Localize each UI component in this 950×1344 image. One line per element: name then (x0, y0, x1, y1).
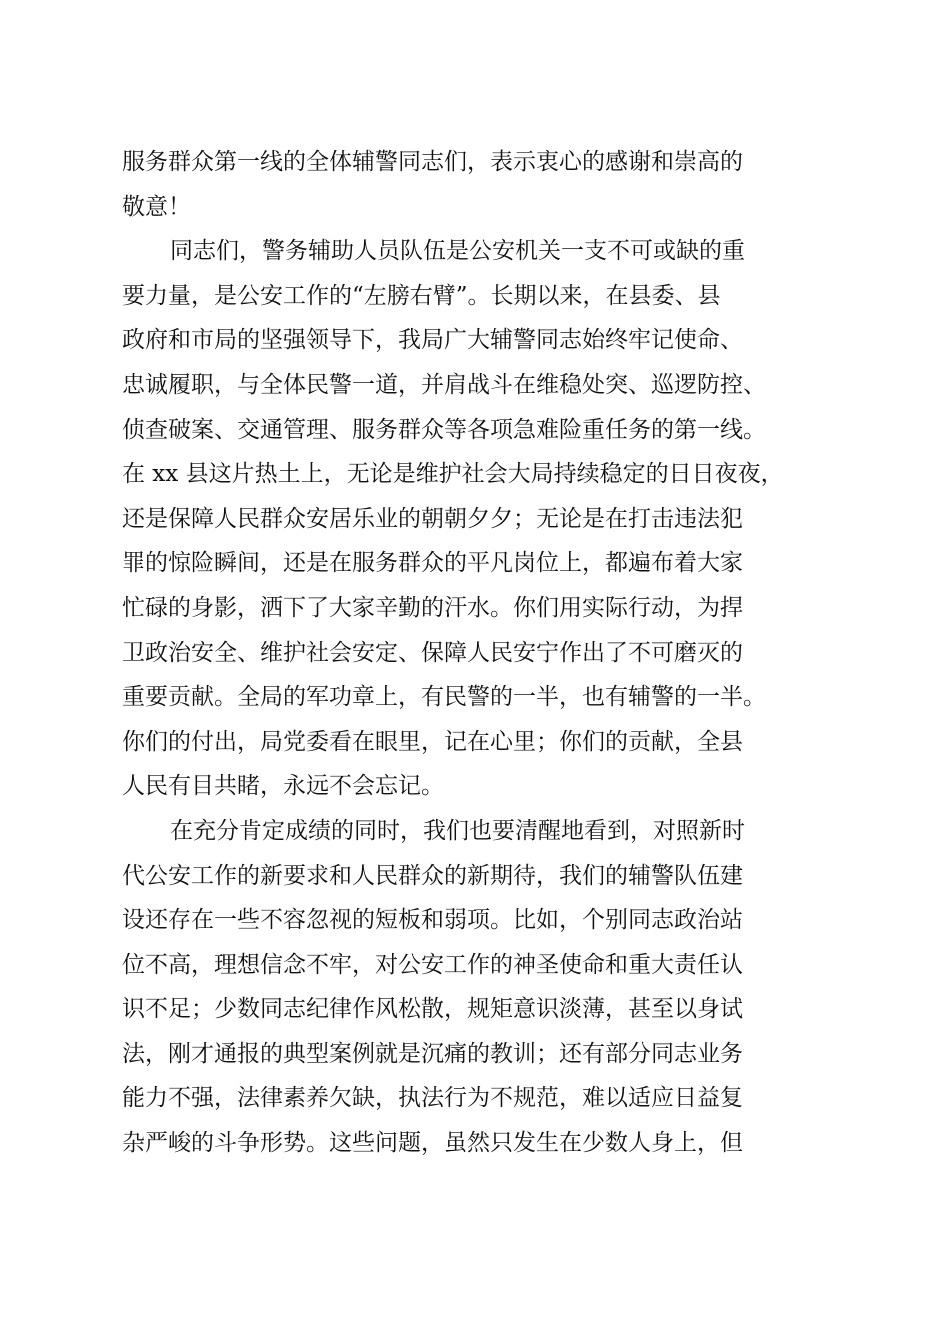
text-line: 人民有目共睹，永远不会忘记。 (122, 773, 444, 800)
text-line: 政府和市局的坚强领导下，我局广大辅警同志始终牢记使命、 (122, 327, 743, 354)
text-line: 设还存在一些不容忽视的短板和弱项。比如，个别同志政治站 (122, 907, 743, 934)
text-line: 卫政治安全、维护社会安定、保障人民安宁作出了不可磨灭的 (122, 639, 743, 666)
text-line: 同志们，警务辅助人员队伍是公安机关一支不可或缺的重 (170, 238, 745, 265)
text-line: 侦查破案、交通管理、服务群众等各项急难险重任务的第一线。 (122, 416, 766, 443)
paragraph-2 (122, 229, 842, 809)
document-body (122, 140, 842, 1166)
text-line: 识不足；少数同志纪律作风松散，规矩意识淡薄，甚至以身试 (122, 996, 743, 1023)
text-line: 位不高，理想信念不牢，对公安工作的神圣使命和重大责任认 (122, 951, 743, 978)
text-line: 敬意！ (122, 193, 191, 220)
text-line: 杂严峻的斗争形势。这些问题，虽然只发生在少数人身上，但 (122, 1130, 743, 1157)
text-line: 忠诚履职，与全体民警一道，并肩战斗在维稳处突、巡逻防控、 (122, 371, 766, 398)
text-line: 代公安工作的新要求和人民群众的新期待，我们的辅警队伍建 (122, 862, 743, 889)
text-line: 忙碌的身影，洒下了大家辛勤的汗水。你们用实际行动，为捍 (122, 594, 743, 621)
text-line: 在 xx 县这片热土上，无论是维护社会大局持续稳定的日日夜夜， (122, 461, 784, 488)
text-line: 在充分肯定成绩的同时，我们也要清醒地看到，对照新时 (170, 817, 745, 844)
text-line: 要力量，是公安工作的“左膀右臂”。长期以来，在县委、县 (122, 282, 721, 309)
text-line: 重要贡献。全局的军功章上，有民警的一半，也有辅警的一半。 (122, 684, 766, 711)
paragraph-3 (122, 809, 842, 1166)
text-line: 罪的惊险瞬间，还是在服务群众的平凡岗位上，都遍布着大家 (122, 550, 743, 577)
text-line: 你们的付出，局党委看在眼里，记在心里；你们的贡献，全县 (122, 728, 743, 755)
text-line: 还是保障人民群众安居乐业的朝朝夕夕；无论是在打击违法犯 (122, 505, 743, 532)
text-line: 能力不强，法律素养欠缺，执法行为不规范，难以适应日益复 (122, 1085, 743, 1112)
paragraph-1 (122, 140, 842, 229)
text-line: 法，刚才通报的典型案例就是沉痛的教训；还有部分同志业务 (122, 1040, 743, 1067)
text-line: 服务群众第一线的全体辅警同志们，表示衷心的感谢和崇高的 (122, 149, 743, 175)
